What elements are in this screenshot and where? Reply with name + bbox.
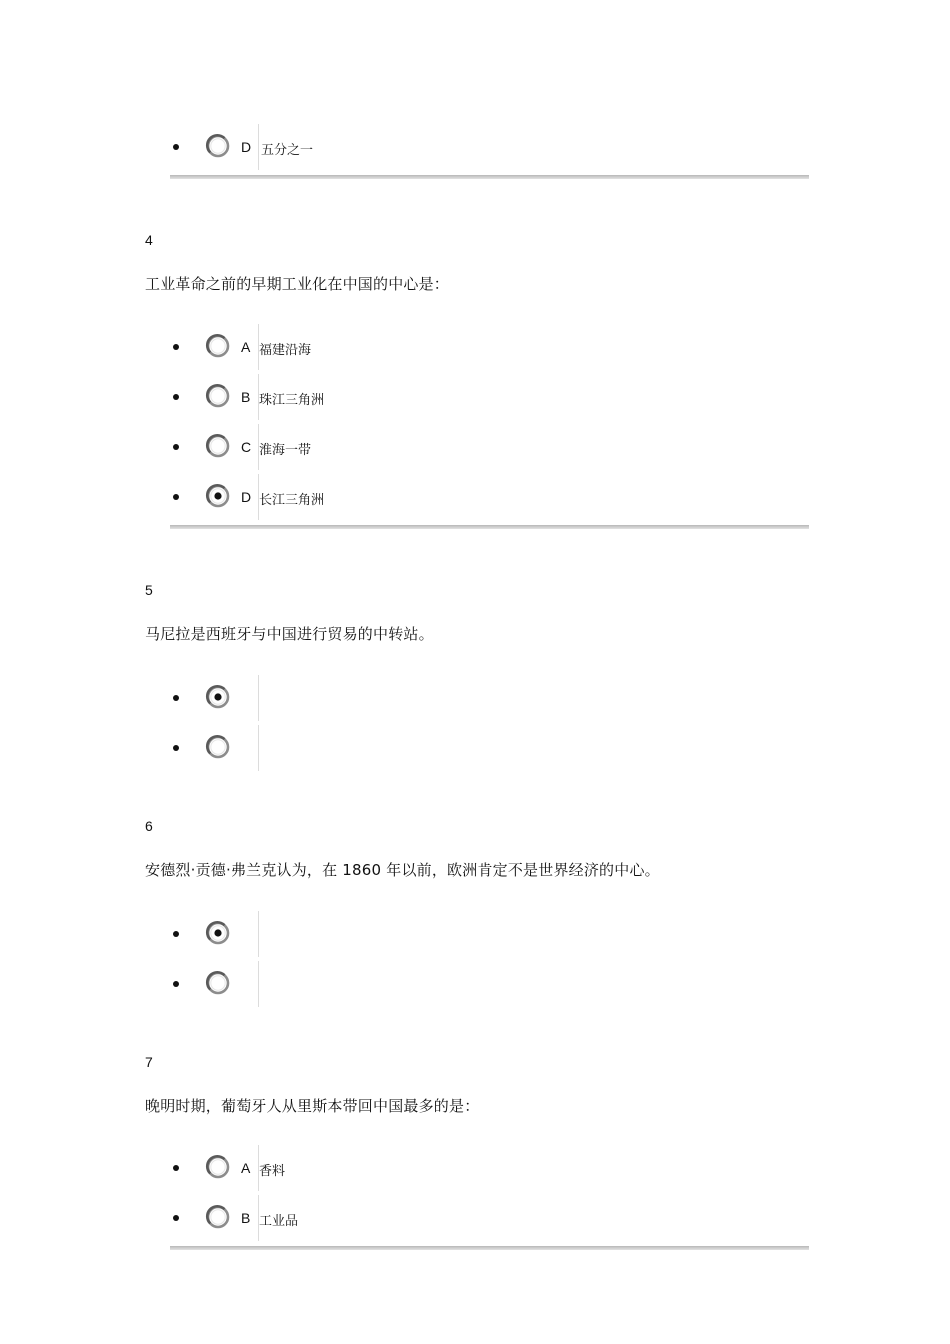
separator xyxy=(170,175,809,179)
option-text: 珠江三角洲 xyxy=(259,393,325,408)
divider xyxy=(258,961,259,1007)
radio-selected-dot xyxy=(214,693,221,700)
option-text: 五分之一 xyxy=(261,143,314,158)
option-letter: D xyxy=(241,489,252,505)
question-text: 工业革命之前的早期工业化在中国的中心是： xyxy=(145,275,450,293)
radio-button[interactable] xyxy=(205,133,231,159)
bullet xyxy=(173,931,179,937)
option-letter: B xyxy=(241,1210,251,1226)
question-text: 晚明时期，葡萄牙人从里斯本带回中国最多的是： xyxy=(145,1097,480,1115)
option-text: 香料 xyxy=(259,1164,286,1179)
divider xyxy=(258,911,259,957)
question-number: 6 xyxy=(145,818,153,834)
bullet xyxy=(173,745,179,751)
radio-button[interactable] xyxy=(205,433,231,459)
divider xyxy=(258,124,259,170)
separator xyxy=(170,1246,809,1250)
bullet xyxy=(173,1165,179,1171)
radio-button[interactable] xyxy=(205,483,231,509)
radio-button[interactable] xyxy=(205,333,231,359)
option-letter: C xyxy=(241,439,252,455)
radio-button[interactable] xyxy=(205,1154,231,1180)
bullet xyxy=(173,494,179,500)
radio-selected-dot xyxy=(214,929,221,936)
bullet xyxy=(173,981,179,987)
radio-button[interactable] xyxy=(205,1204,231,1230)
option-text: 淮海一带 xyxy=(259,443,312,458)
option-letter: A xyxy=(241,1160,251,1176)
option-text: 福建沿海 xyxy=(259,343,312,358)
radio-button[interactable] xyxy=(205,920,231,946)
radio-button[interactable] xyxy=(205,684,231,710)
bullet xyxy=(173,144,179,150)
radio-button[interactable] xyxy=(205,734,231,760)
option-text: 工业品 xyxy=(259,1214,299,1229)
separator xyxy=(170,525,809,529)
bullet xyxy=(173,695,179,701)
question-number: 7 xyxy=(145,1054,153,1070)
divider xyxy=(258,675,259,721)
option-text: 长江三角洲 xyxy=(259,493,325,508)
bullet xyxy=(173,394,179,400)
bullet xyxy=(173,1215,179,1221)
option-letter: A xyxy=(241,339,251,355)
divider xyxy=(258,725,259,771)
option-letter: B xyxy=(241,389,251,405)
question-number: 4 xyxy=(145,232,153,248)
radio-selected-dot xyxy=(214,492,221,499)
radio-button[interactable] xyxy=(205,970,231,996)
radio-button[interactable] xyxy=(205,383,231,409)
question-text: 安德烈·贡德·弗兰克认为，在 1860 年以前，欧洲肯定不是世界经济的中心。 xyxy=(145,861,660,879)
bullet xyxy=(173,444,179,450)
bullet xyxy=(173,344,179,350)
question-text: 马尼拉是西班牙与中国进行贸易的中转站。 xyxy=(145,625,434,643)
option-letter: D xyxy=(241,139,252,155)
question-number: 5 xyxy=(145,582,153,598)
